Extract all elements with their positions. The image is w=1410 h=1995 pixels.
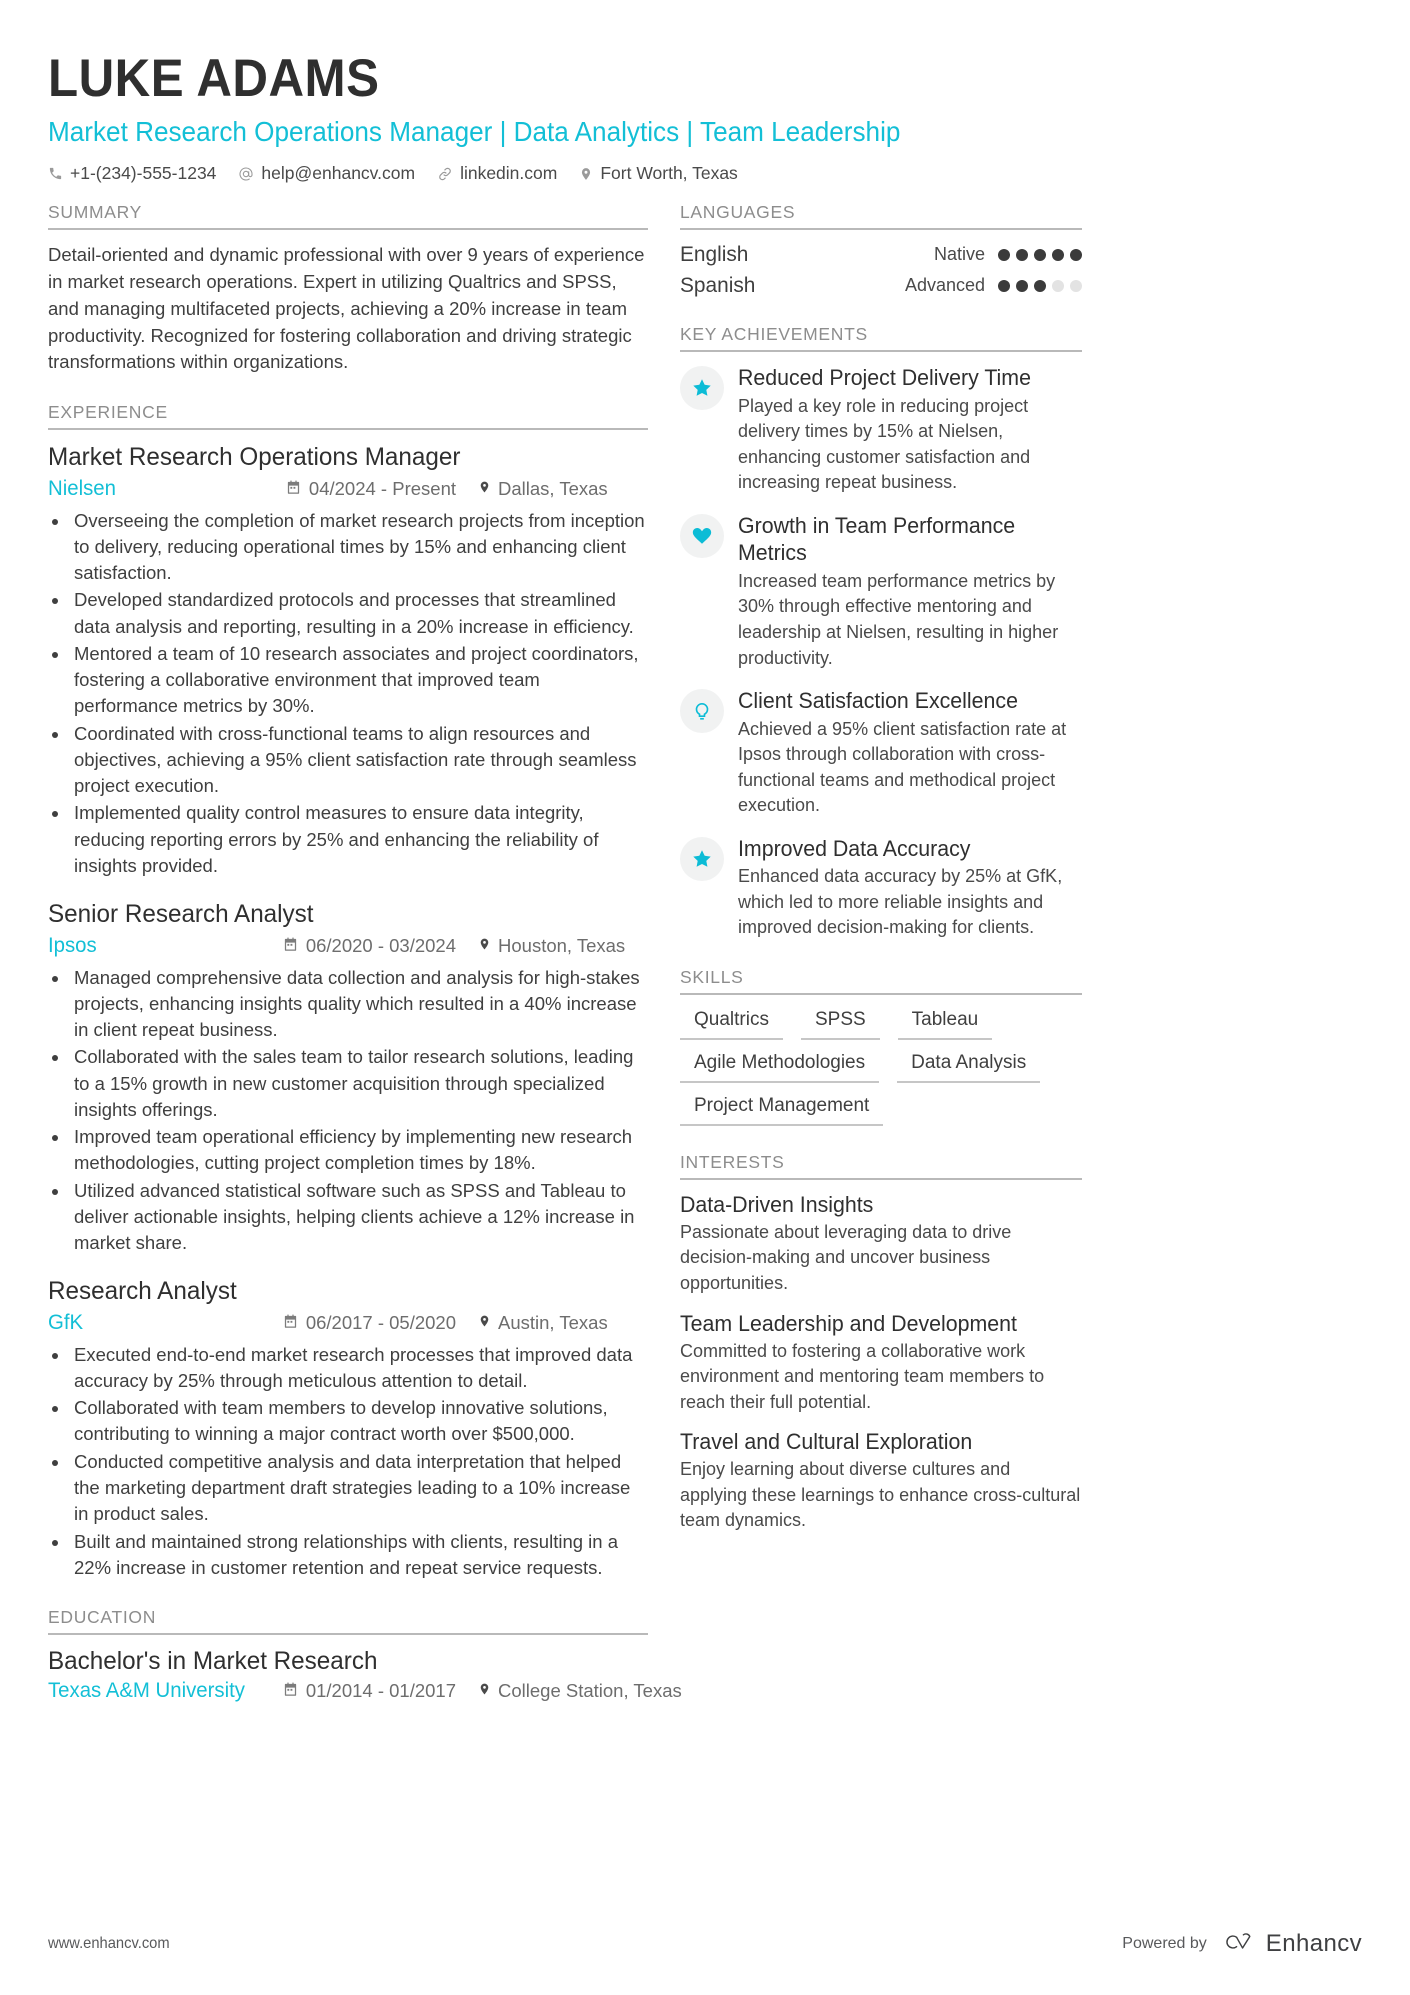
experience-bullets <box>48 508 648 880</box>
job-title: Senior Research Analyst <box>48 900 314 929</box>
page-footer <box>48 1930 1362 1958</box>
experience-bullet: • Collaborated with team members to develop innovative solutions, contributing to winning a major contract worth over $500,000. <box>70 1395 648 1448</box>
experience-bullets <box>48 965 648 1257</box>
achievement-entry <box>680 364 1082 496</box>
experience-section-heading: EXPERIENCE <box>48 402 648 430</box>
footer-website-url[interactable]: www.enhancv.com <box>48 1935 170 1952</box>
education-dates <box>283 1680 456 1702</box>
education-dates-text: 01/2014 - 01/2017 <box>305 1680 456 1702</box>
job-title: Market Research Operations Manager <box>48 443 461 472</box>
interest-title: Team Leadership and Development <box>680 1310 1017 1336</box>
language-level: Native <box>933 244 985 265</box>
experience-bullet: • Managed comprehensive data collection and analysis for high-stakes projects, enhancing insights quality which resulted in a 40% increase in client repeat business. <box>70 965 648 1044</box>
language-row <box>680 273 1082 298</box>
phone-icon <box>48 166 63 181</box>
summary-section-heading: SUMMARY <box>48 202 648 230</box>
calendar-icon <box>283 1680 298 1702</box>
page-title: LUKE ADAMS <box>48 49 380 108</box>
skill-tag: Tableau <box>898 1007 993 1040</box>
interest-entry <box>680 1311 1082 1416</box>
job-dates <box>283 1312 456 1334</box>
experience-bullet: • Built and maintained strong relationships with clients, resulting in a 22% increase in customer retention and repeat service requests. <box>70 1529 648 1582</box>
interests-section <box>680 1152 1082 1534</box>
job-location-text: Dallas, Texas <box>498 477 608 499</box>
experience-bullet: • Overseeing the completion of market research projects from inception to delivery, reducing operational times by 15% and enhancing client satisfaction. <box>70 508 648 587</box>
education-location-text: College Station, Texas <box>498 1680 682 1702</box>
proficiency-dot <box>1070 280 1082 292</box>
experience-bullet: • Collaborated with the sales team to tailor research solutions, leading to a 15% growth in new customer acquisition through specialized insights offerings. <box>70 1044 648 1123</box>
location-pin-icon <box>579 166 593 182</box>
education-entry <box>48 1647 682 1703</box>
powered-by-label: Powered by <box>1122 1935 1207 1952</box>
skill-tag: Agile Methodologies <box>680 1050 879 1083</box>
language-proficiency-dots <box>998 280 1082 292</box>
achievement-title: Improved Data Accuracy <box>738 835 971 861</box>
contact-email-text: help@enhancv.com <box>261 163 416 184</box>
proficiency-dot <box>1034 249 1046 261</box>
job-dates-text: 04/2024 - Present <box>308 477 456 499</box>
main-column <box>48 202 682 1729</box>
job-title: Research Analyst <box>48 1277 237 1306</box>
languages-section-heading: LANGUAGES <box>680 202 1082 230</box>
skills-section-heading: SKILLS <box>680 967 1082 995</box>
contact-phone[interactable] <box>48 163 216 184</box>
calendar-icon <box>286 478 301 500</box>
contact-row <box>48 163 1362 184</box>
language-name: English <box>680 242 749 267</box>
proficiency-dot <box>1034 280 1046 292</box>
proficiency-dot <box>1016 280 1028 292</box>
language-level: Advanced <box>904 275 985 296</box>
achievement-title: Client Satisfaction Excellence <box>738 688 1018 714</box>
interest-title: Data-Driven Insights <box>680 1191 874 1217</box>
experience-bullet: • Conducted competitive analysis and data interpretation that helped the marketing department draft strategies leading to a 10% increase in product sales. <box>70 1449 648 1528</box>
achievement-description: Increased team performance metrics by 30% through effective mentoring and leadership at Nielsen, resulting in higher productivity. <box>738 570 1059 668</box>
skill-tag: Qualtrics <box>680 1007 783 1040</box>
summary-section <box>48 202 648 376</box>
lightbulb-icon <box>680 689 724 733</box>
achievement-entry <box>680 512 1082 671</box>
star-icon <box>680 837 724 881</box>
contact-linkedin[interactable] <box>437 163 557 184</box>
experience-section <box>48 402 648 1581</box>
education-meta <box>48 1679 682 1703</box>
experience-bullet: • Coordinated with cross-functional teams to align resources and objectives, achieving a 95% client satisfaction rate through seamless project execution. <box>70 721 648 800</box>
experience-bullets <box>48 1342 648 1581</box>
enhancv-brand-name: Enhancv <box>1265 1930 1362 1957</box>
location-pin-icon <box>478 478 491 500</box>
proficiency-dot <box>998 280 1010 292</box>
experience-bullet: • Utilized advanced statistical software such as SPSS and Tableau to deliver actionable insights, helping clients achieve a 12% increase in market share. <box>70 1178 648 1257</box>
contact-phone-text: +1-(234)-555-1234 <box>70 163 217 184</box>
location-pin-icon <box>478 1680 491 1702</box>
achievement-description: Played a key role in reducing project delivery times by 15% at Nielsen, enhancing customer satisfaction and increasing repeat business. <box>738 395 1031 493</box>
contact-email[interactable] <box>238 163 415 184</box>
achievements-section-heading: KEY ACHIEVEMENTS <box>680 324 1082 352</box>
achievement-title: Growth in Team Performance Metrics <box>738 512 1016 566</box>
sidebar-column <box>680 202 1082 1560</box>
job-location <box>478 478 648 500</box>
experience-bullet: • Developed standardized protocols and processes that streamlined data analysis and reporting, resulting in a 20% increase in efficiency. <box>70 587 648 640</box>
experience-bullet: • Executed end-to-end market research processes that improved data accuracy by 25% through meticulous attention to detail. <box>70 1342 648 1395</box>
interest-description: Passionate about leveraging data to drive decision-making and uncover business opportunities. <box>680 1221 1012 1294</box>
interests-section-heading: INTERESTS <box>680 1152 1082 1180</box>
job-meta <box>48 1311 648 1335</box>
job-dates <box>283 935 456 957</box>
job-dates-text: 06/2020 - 03/2024 <box>305 934 456 956</box>
education-section <box>48 1607 682 1703</box>
proficiency-dot <box>998 249 1010 261</box>
skills-section <box>680 967 1082 1126</box>
language-row <box>680 242 1082 267</box>
summary-text: Detail-oriented and dynamic professional with over 9 years of experience in market research operations. Expert in utilizing Qualtrics and SPSS, and managing multifaceted projects, achieving a 20% increase in team productivity. Recognized for fostering collaboration and driving strategic transformations within organizations. <box>48 244 645 373</box>
job-location-text: Austin, Texas <box>498 1311 608 1333</box>
experience-entry <box>48 442 648 879</box>
experience-bullet: • Improved team operational efficiency by implementing new research methodologies, cutting project completion times by 18%. <box>70 1124 648 1177</box>
location-pin-icon <box>478 1312 491 1334</box>
contact-location-text: Fort Worth, Texas <box>600 163 738 184</box>
company-name: GfK <box>48 1310 84 1334</box>
skill-tag: SPSS <box>801 1007 880 1040</box>
job-location <box>478 935 648 957</box>
achievement-description: Achieved a 95% client satisfaction rate at Ipsos through collaboration with cross-functional teams and methodical project execution. <box>738 718 1067 816</box>
contact-linkedin-text: linkedin.com <box>460 163 558 184</box>
job-meta <box>48 934 648 958</box>
proficiency-dot <box>1052 249 1064 261</box>
skill-tag: Project Management <box>680 1093 883 1126</box>
experience-entry <box>48 899 648 1256</box>
contact-location <box>579 163 737 184</box>
company-name: Nielsen <box>48 476 116 500</box>
job-dates-text: 06/2017 - 05/2020 <box>305 1311 456 1333</box>
job-meta <box>48 477 648 501</box>
interest-description: Enjoy learning about diverse cultures and applying these learnings to enhance cross-cultural team dynamics. <box>680 1459 1081 1531</box>
proficiency-dot <box>1070 249 1082 261</box>
interest-entry <box>680 1429 1082 1534</box>
education-location <box>478 1680 682 1702</box>
calendar-icon <box>283 935 298 957</box>
resume-header <box>48 50 1362 184</box>
experience-entry <box>48 1276 648 1581</box>
achievement-entry <box>680 687 1082 819</box>
proficiency-dot <box>1016 249 1028 261</box>
degree-title: Bachelor's in Market Research <box>48 1647 378 1676</box>
job-location <box>478 1312 648 1334</box>
school-name: Texas A&M University <box>48 1679 245 1703</box>
location-pin-icon <box>478 935 491 957</box>
calendar-icon <box>283 1312 298 1334</box>
language-name: Spanish <box>680 273 756 298</box>
professional-headline: Market Research Operations Manager | Data Analytics | Team Leadership <box>48 116 901 148</box>
education-section-heading: EDUCATION <box>48 1607 648 1635</box>
achievement-entry <box>680 835 1082 941</box>
company-name: Ipsos <box>48 933 97 957</box>
interest-title: Travel and Cultural Exploration <box>680 1429 973 1455</box>
link-icon <box>437 166 453 182</box>
enhancv-brand <box>1223 1930 1362 1958</box>
interest-entry <box>680 1192 1082 1297</box>
language-proficiency-dots <box>998 249 1082 261</box>
at-sign-icon <box>238 166 254 182</box>
experience-bullet: • Mentored a team of 10 research associates and project coordinators, fostering a collaborative environment that improved team performance metrics by 30%. <box>70 641 648 720</box>
achievements-section <box>680 324 1082 941</box>
job-location-text: Houston, Texas <box>498 934 626 956</box>
experience-bullet: • Implemented quality control measures to ensure data integrity, reducing reporting errors by 25% and enhancing the reliability of insights provided. <box>70 800 648 879</box>
achievement-title: Reduced Project Delivery Time <box>738 365 1031 391</box>
achievement-description: Enhanced data accuracy by 25% at GfK, which led to more reliable insights and improved decision-making for clients. <box>738 866 1063 938</box>
star-icon <box>680 366 724 410</box>
languages-section <box>680 202 1082 298</box>
proficiency-dot <box>1052 280 1064 292</box>
interest-description: Committed to fostering a collaborative work environment and mentoring team members to reach their full potential. <box>680 1340 1045 1412</box>
enhancv-logo-icon <box>1223 1931 1257 1958</box>
heart-icon <box>680 514 724 558</box>
job-dates <box>286 478 456 500</box>
skill-tag: Data Analysis <box>897 1050 1040 1083</box>
